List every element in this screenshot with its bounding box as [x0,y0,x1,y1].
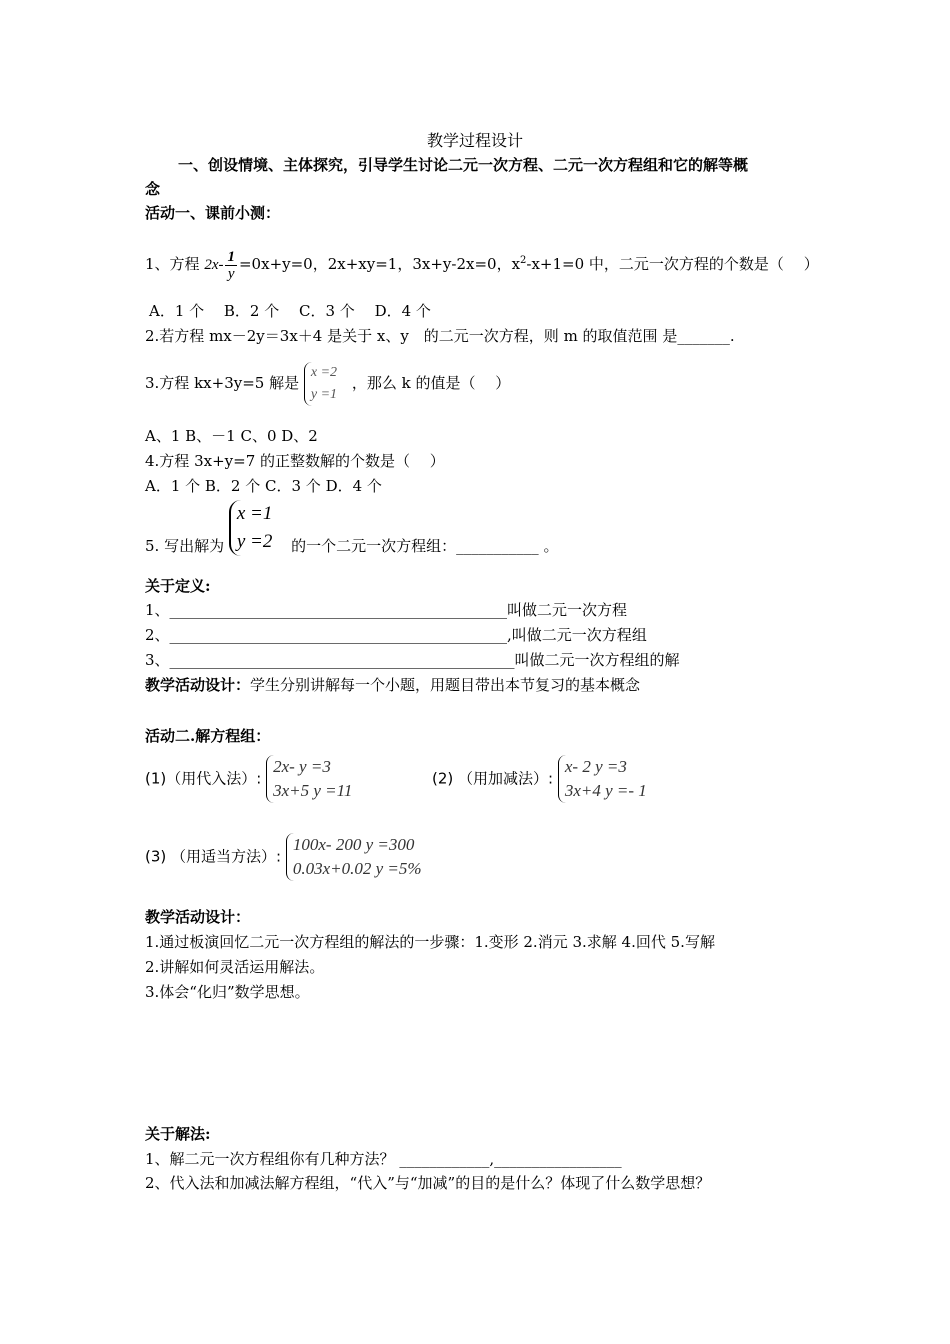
q1-frac-den: y [227,265,235,282]
question-3 [145,360,510,406]
q3-prefix: 3.方程 kx+3y=5 解是 [145,374,300,392]
definitions-heading: 关于定义: [145,577,211,595]
problem-1 [145,755,352,803]
q5-eq-2: y =2 [236,531,273,552]
question-2: 2.若方程 mx－2y＝3x＋4 是关于 x、y 的二元一次方程，则 m 的取值范围 是_______. [145,327,735,345]
activity1-heading: 活动一、课前小测： [145,204,281,222]
design2-heading: 教学活动设计： [145,908,251,926]
q5-eq-1: x =1 [236,503,273,524]
q1-eq-rhs: =0 [238,255,262,273]
p2-label: (2) （用加减法）: [432,769,554,788]
p3-eq-1: 100x- 200 y =300 [292,835,415,854]
definition-3: 3、______________________________________________叫做二元一次方程组的解 [145,651,680,669]
p1-eq-2: 3x+5 y =11 [273,781,353,800]
p3-label: (3) （用适当方法）: [145,847,282,866]
methods-heading: 关于解法: [145,1125,211,1143]
q3-eq-2: y =1 [310,387,338,402]
q3-system [304,362,337,406]
q1-rest-b: -x+1=0 中，二元一次方程的个数是（ ） [526,255,819,273]
p3-eq-2: 0.03x+0.02 y =5% [292,859,422,878]
design2-item-2: 2.讲解如何灵活运用解法。 [145,958,325,976]
q1-rest-a: x+y=0，2x+xy=1，3x+y-2x=0，x [261,255,521,273]
design2-item-3: 3.体会“化归”数学思想。 [145,983,310,1001]
methods-item-1: 1、解二元一次方程组你有几种方法？ ____________,_________________ [145,1150,622,1168]
question-1 [145,243,819,283]
question-5 [145,500,558,556]
design1 [145,675,640,695]
q5-suffix: 的一个二元一次方程组：___________ 。 [291,537,559,555]
problem-2 [432,755,647,803]
design2-item-1: 1.通过板演回忆二元一次方程组的解法的一步骤：1.变形 2.消元 3.求解 4.回代 5.写解 [145,933,715,951]
p2-eq-1: x- 2 y =3 [564,757,627,776]
design1-text: 学生分别讲解每一个小题，用题目带出本节复习的基本概念 [250,676,641,694]
definition-2: 2、_____________________________________________,叫做二元一次方程组 [145,626,647,644]
q1-prefix: 1、方程 [145,255,200,273]
definition-1: 1、_____________________________________________叫做二元一次方程 [145,601,628,619]
q4-options: A．1 个 B．2 个 C．3 个 D．4 个 [145,477,382,495]
methods-item-2: 2、代入法和加减法解方程组，“代入”与“加减”的目的是什么？体现了什么数学思想？ [145,1174,711,1192]
section1-heading: 一、创设情境、主体探究，引导学生讨论二元一次方程、二元一次方程组和它的解等概 [178,156,749,174]
p1-eq-1: 2x- y =3 [273,757,331,776]
q3-options: A、1 B、－1 C、0 D、2 [145,427,318,445]
activity2-heading: 活动二.解方程组： [145,727,271,745]
q1-frac-num: 1 [227,248,235,265]
q5-system [229,500,273,556]
q1-fraction [225,249,237,282]
q1-sup: 2 [520,255,527,266]
p1-system [266,755,352,803]
p3-system [286,833,422,881]
q1-eq-lhs: 2x- [204,257,224,273]
p1-label: (1)（用代入法）: [145,769,262,788]
page-title: 教学过程设计 [426,131,523,150]
q3-eq-1: x =2 [310,365,338,380]
q3-suffix: ，那么 k 的值是（ ） [351,374,511,392]
problem-3 [145,833,422,881]
q1-options: A．1 个 B．2 个 C．3 个 D．4 个 [149,302,431,320]
design1-label: 教学活动设计： [145,676,251,694]
section1-heading-cont: 念 [145,180,161,198]
question-4: 4.方程 3x+y=7 的正整数解的个数是（ ） [145,452,445,470]
q5-prefix: 5. 写出解为 [145,537,225,555]
p2-eq-2: 3x+4 y =- 1 [564,781,647,800]
p2-system [558,755,647,803]
